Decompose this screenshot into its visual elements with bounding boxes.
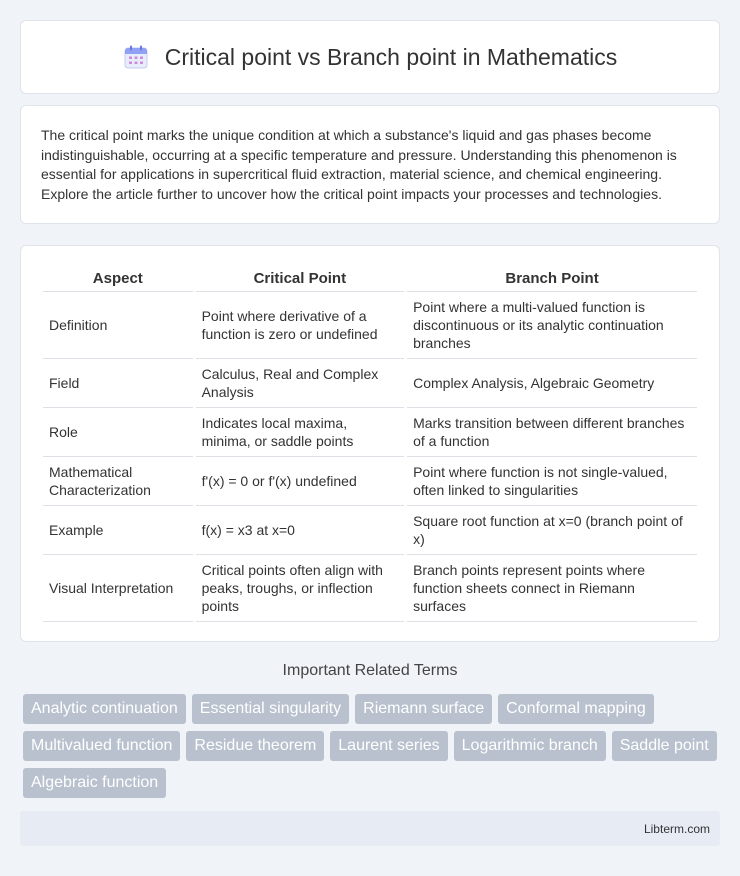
table-header-row [43, 268, 697, 292]
table-row [43, 506, 697, 555]
cell-critical: Indicates local maxima, minima, or saddle points [196, 408, 405, 457]
cell-aspect: Visual Interpretation [43, 555, 193, 622]
tag-multivalued-function[interactable]: Multivalued function [23, 731, 180, 761]
cell-aspect: Role [43, 408, 193, 457]
cell-aspect: Field [43, 359, 193, 408]
tag-conformal-mapping[interactable]: Conformal mapping [498, 694, 654, 724]
cell-branch: Square root function at x=0 (branch point of x) [407, 506, 697, 555]
cell-aspect: Mathematical Characterization [43, 457, 193, 506]
title-wrap [123, 44, 618, 71]
table-row [43, 408, 697, 457]
cell-critical: Calculus, Real and Complex Analysis [196, 359, 405, 408]
related-terms-title: Important Related Terms [282, 662, 458, 679]
table-row [43, 555, 697, 622]
tag-logarithmic-branch[interactable]: Logarithmic branch [454, 731, 606, 761]
tag-riemann-surface[interactable]: Riemann surface [355, 694, 492, 724]
header-branch-point: Branch Point [407, 268, 697, 292]
cell-branch: Point where a multi-valued function is discontinuous or its analytic continuation branches [407, 292, 697, 359]
cell-branch: Marks transition between different branches of a function [407, 408, 697, 457]
cell-branch: Complex Analysis, Algebraic Geometry [407, 359, 697, 408]
tag-algebraic-function[interactable]: Algebraic function [23, 768, 166, 798]
header-card [20, 20, 720, 94]
tag-essential-singularity[interactable]: Essential singularity [192, 694, 349, 724]
intro-card [20, 105, 720, 224]
table-row [43, 457, 697, 506]
cell-branch: Point where function is not single-valued, often linked to singularities [407, 457, 697, 506]
related-terms-tags [23, 694, 723, 798]
comparison-table [40, 268, 700, 622]
cell-critical: f'(x) = 0 or f'(x) undefined [196, 457, 405, 506]
cell-critical: Point where derivative of a function is zero or undefined [196, 292, 405, 359]
footer [20, 811, 720, 846]
comparison-table-card [20, 245, 720, 642]
table-row [43, 292, 697, 359]
cell-critical: Critical points often align with peaks, troughs, or inflection points [196, 555, 405, 622]
tag-analytic-continuation[interactable]: Analytic continuation [23, 694, 186, 724]
calendar-icon [123, 44, 149, 70]
footer-site-link[interactable]: Libterm.com [643, 821, 710, 836]
cell-aspect: Example [43, 506, 193, 555]
cell-branch: Branch points represent points where function sheets connect in Riemann surfaces [407, 555, 697, 622]
page-title: Critical point vs Branch point in Mathematics [164, 43, 618, 70]
cell-critical: f(x) = x3 at x=0 [196, 506, 405, 555]
tag-laurent-series[interactable]: Laurent series [330, 731, 447, 761]
table-row [43, 359, 697, 408]
intro-text: The critical point marks the unique condition at which a substance's liquid and gas phases become indistinguishable, occurring at a specific temperature and pressure. Understanding this phenomenon is essential for applications in supercritical fluid extraction, material science, and chemical engineering. Explore the article further to uncover how the critical point impacts your processes and technologies. [41, 127, 677, 202]
tag-residue-theorem[interactable]: Residue theorem [186, 731, 324, 761]
cell-aspect: Definition [43, 292, 193, 359]
header-aspect: Aspect [43, 268, 193, 292]
header-critical-point: Critical Point [196, 268, 405, 292]
tag-saddle-point[interactable]: Saddle point [612, 731, 717, 761]
